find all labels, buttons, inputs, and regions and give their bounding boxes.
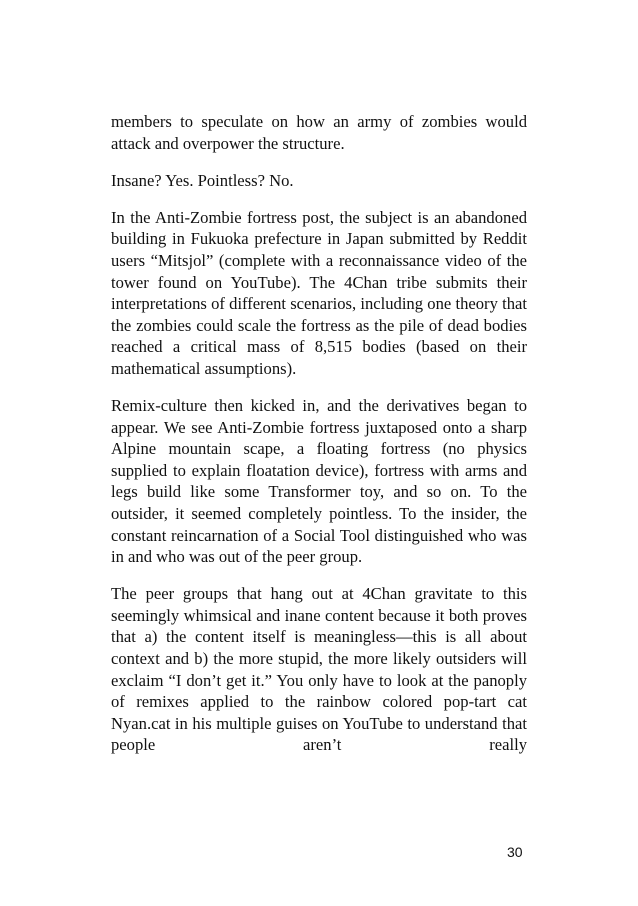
paragraph-peer-groups: The peer groups that hang out at 4Chan gravitate to this seemingly whimsical and inane content because it both proves that a) the content itself is meaningless—this is all about context and b) the more stupid, the more likely outsiders will exclaim “I don’t get it.” You only have to look at the panoply of remixes applied to the rainbow colored pop-tart cat Nyan.cat in his multiple guises on YouTube to understand that people aren’t really [111, 584, 527, 755]
paragraph-remix-culture: Remix-culture then kicked in, and the derivatives began to appear. We see Anti-Zombie fortress juxtaposed onto a sharp Alpine mountain scape, a floating fortress (no physics supplied to explain floatation device), fortress with arms and legs build like some Transformer toy, and so on. To the outsider, it seemed completely pointless. To the insider, the constant reincarnation of a Social Tool distinguished who was in and who was out of the peer group. [111, 396, 527, 567]
paragraph-zombie-speculation: members to speculate on how an army of zombies would attack and overpower the structure. [111, 112, 527, 153]
paragraph-anti-zombie-fortress: In the Anti-Zombie fortress post, the subject is an abandoned building in Fukuoka prefecture in Japan submitted by Reddit users “Mitsjol” (complete with a reconnaissance video of the tower found on YouTube). The 4Chan tribe submits their interpretations of different scenarios, including one theory that the zombies could scale the fortress as the pile of dead bodies reached a critical mass of 8,515 bodies (based on their mathematical assumptions). [111, 207, 527, 378]
page-body [111, 111, 527, 756]
page-number: 30 [507, 844, 523, 860]
paragraph-insane-pointless: Insane? Yes. Pointless? No. [111, 170, 294, 190]
